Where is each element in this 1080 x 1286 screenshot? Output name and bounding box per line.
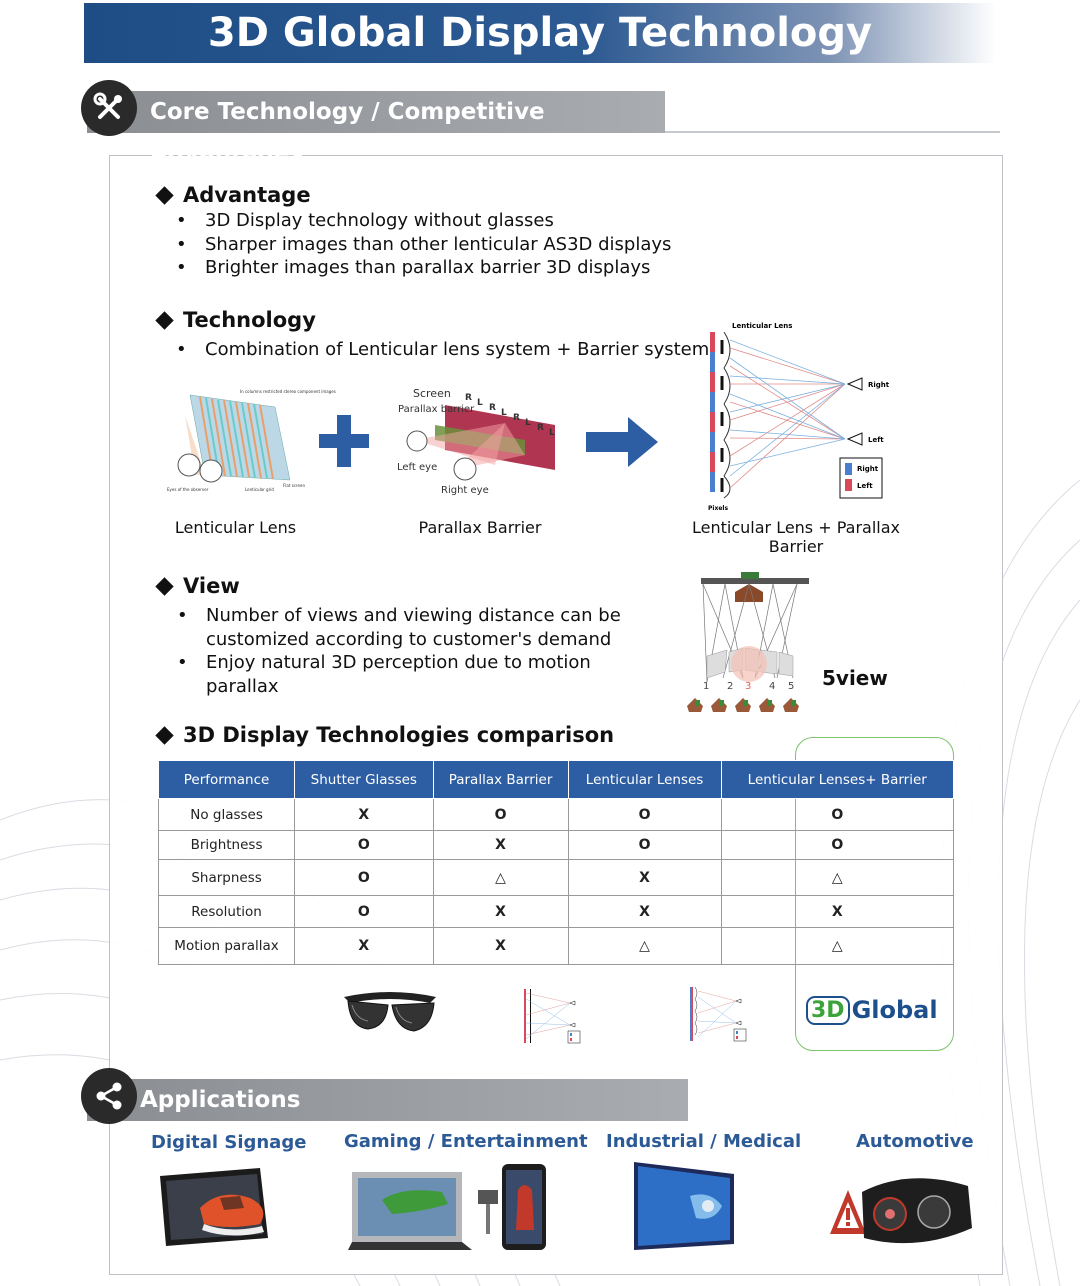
- row-label: Sharpness: [159, 860, 295, 896]
- legend-left: Left: [857, 482, 873, 490]
- gaming-image: [352, 1160, 547, 1252]
- app-digital-signage-label: Digital Signage: [151, 1132, 307, 1153]
- list-item: • Sharper images than other lenticular AS3D displays: [174, 233, 671, 257]
- table-cell: △: [721, 928, 953, 965]
- app-gaming-label: Gaming / Entertainment: [344, 1131, 588, 1152]
- rl-letter: L: [477, 398, 483, 408]
- view-number: 5: [788, 681, 795, 692]
- table-cell: X: [295, 799, 433, 831]
- table-cell: △: [568, 928, 721, 965]
- technology-heading-text: Technology: [183, 308, 316, 332]
- technology-list: [174, 338, 709, 362]
- rl-letter: L: [525, 418, 531, 428]
- plus-icon: [319, 415, 369, 467]
- row-label: Brightness: [159, 831, 295, 860]
- table-row: [159, 896, 954, 928]
- view-number: 4: [769, 681, 776, 692]
- table-cell: O: [568, 799, 721, 831]
- right-eye-text: Right: [868, 381, 890, 389]
- list-item: • 3D Display technology without glasses: [174, 209, 671, 233]
- lenticular-grid-label: Lenticular grid: [245, 487, 274, 492]
- table-row: [159, 860, 954, 896]
- comparison-heading-text: 3D Display Technologies comparison: [183, 723, 615, 747]
- pixels-label: Pixels: [708, 505, 729, 512]
- core-header-rule: [665, 131, 1000, 133]
- left-eye-text: Left: [868, 436, 884, 444]
- logo-3d-box: 3D: [806, 996, 850, 1025]
- screen-label: Screen: [413, 387, 451, 400]
- comparison-heading: [158, 723, 614, 747]
- diamond-bullet-icon: [155, 577, 173, 595]
- industrial-medical-image: [630, 1160, 740, 1252]
- table-cell: X: [295, 928, 433, 965]
- column-header: Lenticular Lenses+ Barrier: [721, 761, 953, 799]
- table-row: [159, 799, 954, 831]
- rl-letter: L: [501, 408, 507, 418]
- list-item: • Combination of Lenticular lens system + Barrier system: [174, 338, 709, 362]
- rl-letter: R: [513, 413, 520, 423]
- lenticular-top-label: In columns restricted stereo component images: [240, 389, 336, 394]
- column-header: Parallax Barrier: [433, 761, 568, 799]
- row-label: Motion parallax: [159, 928, 295, 965]
- caption-combined: Lenticular Lens + Parallax Barrier: [692, 518, 900, 556]
- legend-right: Right: [857, 465, 879, 473]
- parallax-barrier-thumbnail: [520, 985, 584, 1047]
- view-heading: [158, 574, 240, 598]
- table-cell: O: [433, 799, 568, 831]
- table-cell: O: [721, 831, 953, 860]
- app-industrial-label: Industrial / Medical: [606, 1131, 802, 1152]
- tools-icon: [81, 80, 137, 136]
- core-technology-label: Core Technology / Competitive Advantages: [150, 99, 545, 167]
- table-cell: X: [721, 896, 953, 928]
- list-item: • Number of views and viewing distance can be customized according to customer's demand: [175, 604, 655, 651]
- lens-label: Lenticular Lens: [732, 322, 793, 330]
- caption-lenticular: Lenticular Lens: [174, 518, 297, 537]
- automotive-image: [828, 1168, 976, 1252]
- table-row: [159, 928, 954, 965]
- lenticular-screen-label: Flat screen: [283, 483, 305, 488]
- list-item: • Brighter images than parallax barrier 3D displays: [174, 256, 671, 280]
- column-header: Performance: [159, 761, 295, 799]
- view-number: 1: [703, 681, 710, 692]
- advantage-heading-text: Advantage: [183, 183, 311, 207]
- table-cell: X: [433, 831, 568, 860]
- five-view-label: 5view: [822, 666, 888, 690]
- left-eye-label: Left eye: [397, 462, 438, 473]
- diamond-bullet-icon: [155, 311, 173, 329]
- table-cell: X: [568, 896, 721, 928]
- rl-letter: L: [549, 428, 555, 438]
- right-eye-label: Right eye: [441, 485, 489, 496]
- 3d-glasses-image: [340, 983, 440, 1043]
- diamond-bullet-icon: [155, 186, 173, 204]
- view-number: 3: [745, 681, 752, 692]
- table-cell: O: [721, 799, 953, 831]
- list-item: • Enjoy natural 3D perception due to motion parallax: [175, 651, 655, 698]
- rl-letter: R: [489, 403, 496, 413]
- table-cell: O: [295, 831, 433, 860]
- table-cell: X: [433, 896, 568, 928]
- arrow-right-icon: [586, 417, 658, 467]
- parallax-barrier-label: Parallax barrier: [398, 404, 475, 415]
- row-label: No glasses: [159, 799, 295, 831]
- table-header-row: [159, 761, 954, 799]
- advantage-list: [174, 209, 671, 280]
- app-automotive-label: Automotive: [856, 1131, 974, 1152]
- applications-label: Applications: [140, 1087, 301, 1113]
- rl-letter: R: [537, 423, 544, 433]
- technology-heading: [158, 308, 316, 332]
- view-number: 2: [727, 681, 734, 692]
- page-title: 3D Global Display Technology: [84, 3, 996, 63]
- row-label: Resolution: [159, 896, 295, 928]
- parallax-barrier-diagram: [395, 385, 565, 500]
- table-cell: △: [721, 860, 953, 896]
- logo-global-text: Global: [851, 996, 938, 1024]
- table-cell: △: [433, 860, 568, 896]
- share-icon: [81, 1068, 137, 1124]
- view-list: [175, 604, 655, 698]
- lenticular-lens-diagram: [165, 385, 336, 500]
- lenticular-eyes-label: Eyes of the observer: [167, 487, 209, 492]
- lenticular-lens-thumbnail: [686, 983, 750, 1045]
- five-view-diagram: [683, 572, 813, 714]
- table-cell: X: [433, 928, 568, 965]
- table-row: [159, 831, 954, 860]
- applications-header: [87, 1079, 688, 1121]
- column-header: Shutter Glasses: [295, 761, 433, 799]
- digital-signage-image: [160, 1168, 275, 1248]
- table-cell: O: [295, 860, 433, 896]
- table-cell: O: [568, 831, 721, 860]
- caption-parallax: Parallax Barrier: [418, 518, 542, 537]
- column-header: Lenticular Lenses: [568, 761, 721, 799]
- diamond-bullet-icon: [155, 726, 173, 744]
- table-cell: X: [568, 860, 721, 896]
- rl-letter: R: [465, 393, 472, 403]
- advantage-heading: [158, 183, 311, 207]
- 3d-global-logo: [806, 985, 936, 1035]
- comparison-table: [158, 760, 954, 965]
- view-heading-text: View: [183, 574, 240, 598]
- table-cell: O: [295, 896, 433, 928]
- core-technology-header: [87, 91, 665, 167]
- lenticular-barrier-diagram: [700, 318, 900, 516]
